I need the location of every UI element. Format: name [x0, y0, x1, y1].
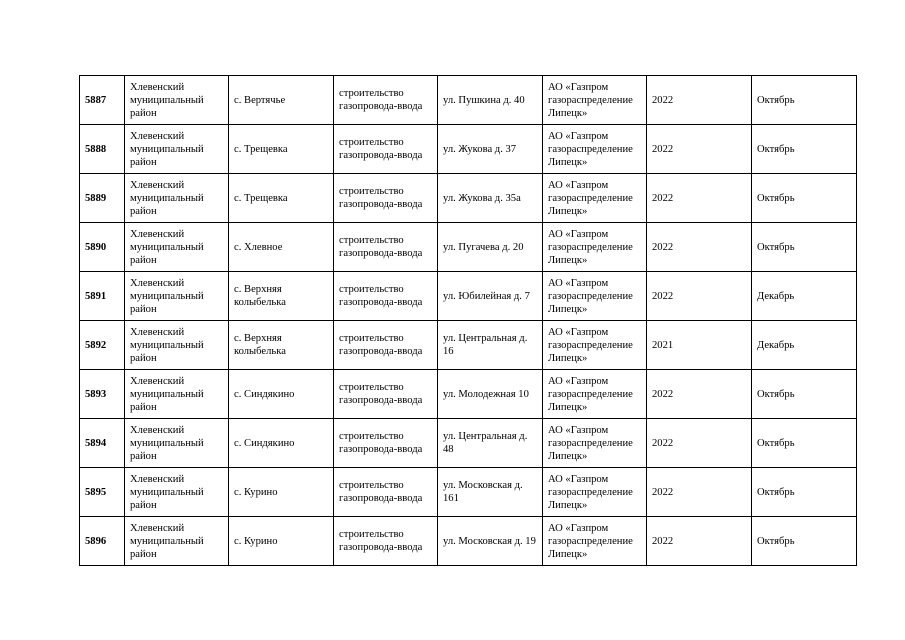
year-cell: 2022	[647, 223, 752, 272]
address-cell: ул. Центральная д. 16	[438, 321, 543, 370]
district-cell: Хлевенский муниципальный район	[125, 370, 229, 419]
settlement-cell: с. Трещевка	[229, 125, 334, 174]
settlement-cell: с. Синдякино	[229, 419, 334, 468]
organization-cell: АО «Газпром газораспределение Липецк»	[543, 517, 647, 566]
organization-cell: АО «Газпром газораспределение Липецк»	[543, 223, 647, 272]
table-row	[80, 125, 857, 174]
year-cell: 2022	[647, 174, 752, 223]
settlement-cell: с. Верхняя колыбелька	[229, 272, 334, 321]
district-cell: Хлевенский муниципальный район	[125, 223, 229, 272]
organization-cell: АО «Газпром газораспределение Липецк»	[543, 125, 647, 174]
settlement-cell: с. Курино	[229, 517, 334, 566]
year-cell: 2022	[647, 272, 752, 321]
address-cell: ул. Московская д. 161	[438, 468, 543, 517]
row-number-cell: 5892	[80, 321, 125, 370]
month-cell: Октябрь	[752, 223, 857, 272]
table-row	[80, 517, 857, 566]
settlement-cell: с. Синдякино	[229, 370, 334, 419]
year-cell: 2022	[647, 125, 752, 174]
address-cell: ул. Юбилейная д. 7	[438, 272, 543, 321]
address-cell: ул. Жукова д. 37	[438, 125, 543, 174]
district-cell: Хлевенский муниципальный район	[125, 517, 229, 566]
table-row	[80, 321, 857, 370]
row-number-cell: 5891	[80, 272, 125, 321]
month-cell: Октябрь	[752, 419, 857, 468]
row-number-cell: 5896	[80, 517, 125, 566]
district-cell: Хлевенский муниципальный район	[125, 125, 229, 174]
address-cell: ул. Пушкина д. 40	[438, 76, 543, 125]
district-cell: Хлевенский муниципальный район	[125, 272, 229, 321]
month-cell: Декабрь	[752, 272, 857, 321]
work-type-cell: строительство газопровода-ввода	[334, 125, 438, 174]
month-cell: Октябрь	[752, 517, 857, 566]
table-row	[80, 272, 857, 321]
row-number-cell: 5889	[80, 174, 125, 223]
row-number-cell: 5888	[80, 125, 125, 174]
organization-cell: АО «Газпром газораспределение Липецк»	[543, 76, 647, 125]
district-cell: Хлевенский муниципальный район	[125, 419, 229, 468]
month-cell: Декабрь	[752, 321, 857, 370]
organization-cell: АО «Газпром газораспределение Липецк»	[543, 321, 647, 370]
row-number-cell: 5893	[80, 370, 125, 419]
settlement-cell: с. Курино	[229, 468, 334, 517]
organization-cell: АО «Газпром газораспределение Липецк»	[543, 272, 647, 321]
organization-cell: АО «Газпром газораспределение Липецк»	[543, 419, 647, 468]
work-type-cell: строительство газопровода-ввода	[334, 223, 438, 272]
year-cell: 2022	[647, 419, 752, 468]
organization-cell: АО «Газпром газораспределение Липецк»	[543, 468, 647, 517]
organization-cell: АО «Газпром газораспределение Липецк»	[543, 174, 647, 223]
table-row	[80, 468, 857, 517]
month-cell: Октябрь	[752, 174, 857, 223]
address-cell: ул. Пугачева д. 20	[438, 223, 543, 272]
organization-cell: АО «Газпром газораспределение Липецк»	[543, 370, 647, 419]
year-cell: 2021	[647, 321, 752, 370]
work-type-cell: строительство газопровода-ввода	[334, 419, 438, 468]
district-cell: Хлевенский муниципальный район	[125, 76, 229, 125]
month-cell: Октябрь	[752, 125, 857, 174]
work-type-cell: строительство газопровода-ввода	[334, 517, 438, 566]
settlement-cell: с. Хлевное	[229, 223, 334, 272]
table-row	[80, 223, 857, 272]
row-number-cell: 5895	[80, 468, 125, 517]
year-cell: 2022	[647, 370, 752, 419]
gas-connection-table	[79, 75, 857, 566]
month-cell: Октябрь	[752, 468, 857, 517]
table-row	[80, 370, 857, 419]
district-cell: Хлевенский муниципальный район	[125, 321, 229, 370]
month-cell: Октябрь	[752, 76, 857, 125]
work-type-cell: строительство газопровода-ввода	[334, 174, 438, 223]
year-cell: 2022	[647, 468, 752, 517]
address-cell: ул. Московская д. 19	[438, 517, 543, 566]
year-cell: 2022	[647, 517, 752, 566]
district-cell: Хлевенский муниципальный район	[125, 174, 229, 223]
work-type-cell: строительство газопровода-ввода	[334, 370, 438, 419]
work-type-cell: строительство газопровода-ввода	[334, 272, 438, 321]
settlement-cell: с. Трещевка	[229, 174, 334, 223]
month-cell: Октябрь	[752, 370, 857, 419]
row-number-cell: 5890	[80, 223, 125, 272]
table-body	[80, 76, 857, 566]
row-number-cell: 5894	[80, 419, 125, 468]
work-type-cell: строительство газопровода-ввода	[334, 468, 438, 517]
work-type-cell: строительство газопровода-ввода	[334, 76, 438, 125]
table-row	[80, 76, 857, 125]
district-cell: Хлевенский муниципальный район	[125, 468, 229, 517]
address-cell: ул. Центральная д. 48	[438, 419, 543, 468]
settlement-cell: с. Верхняя колыбелька	[229, 321, 334, 370]
settlement-cell: с. Вертячье	[229, 76, 334, 125]
table-row	[80, 174, 857, 223]
work-type-cell: строительство газопровода-ввода	[334, 321, 438, 370]
table-row	[80, 419, 857, 468]
address-cell: ул. Жукова д. 35а	[438, 174, 543, 223]
year-cell: 2022	[647, 76, 752, 125]
row-number-cell: 5887	[80, 76, 125, 125]
address-cell: ул. Молодежная 10	[438, 370, 543, 419]
